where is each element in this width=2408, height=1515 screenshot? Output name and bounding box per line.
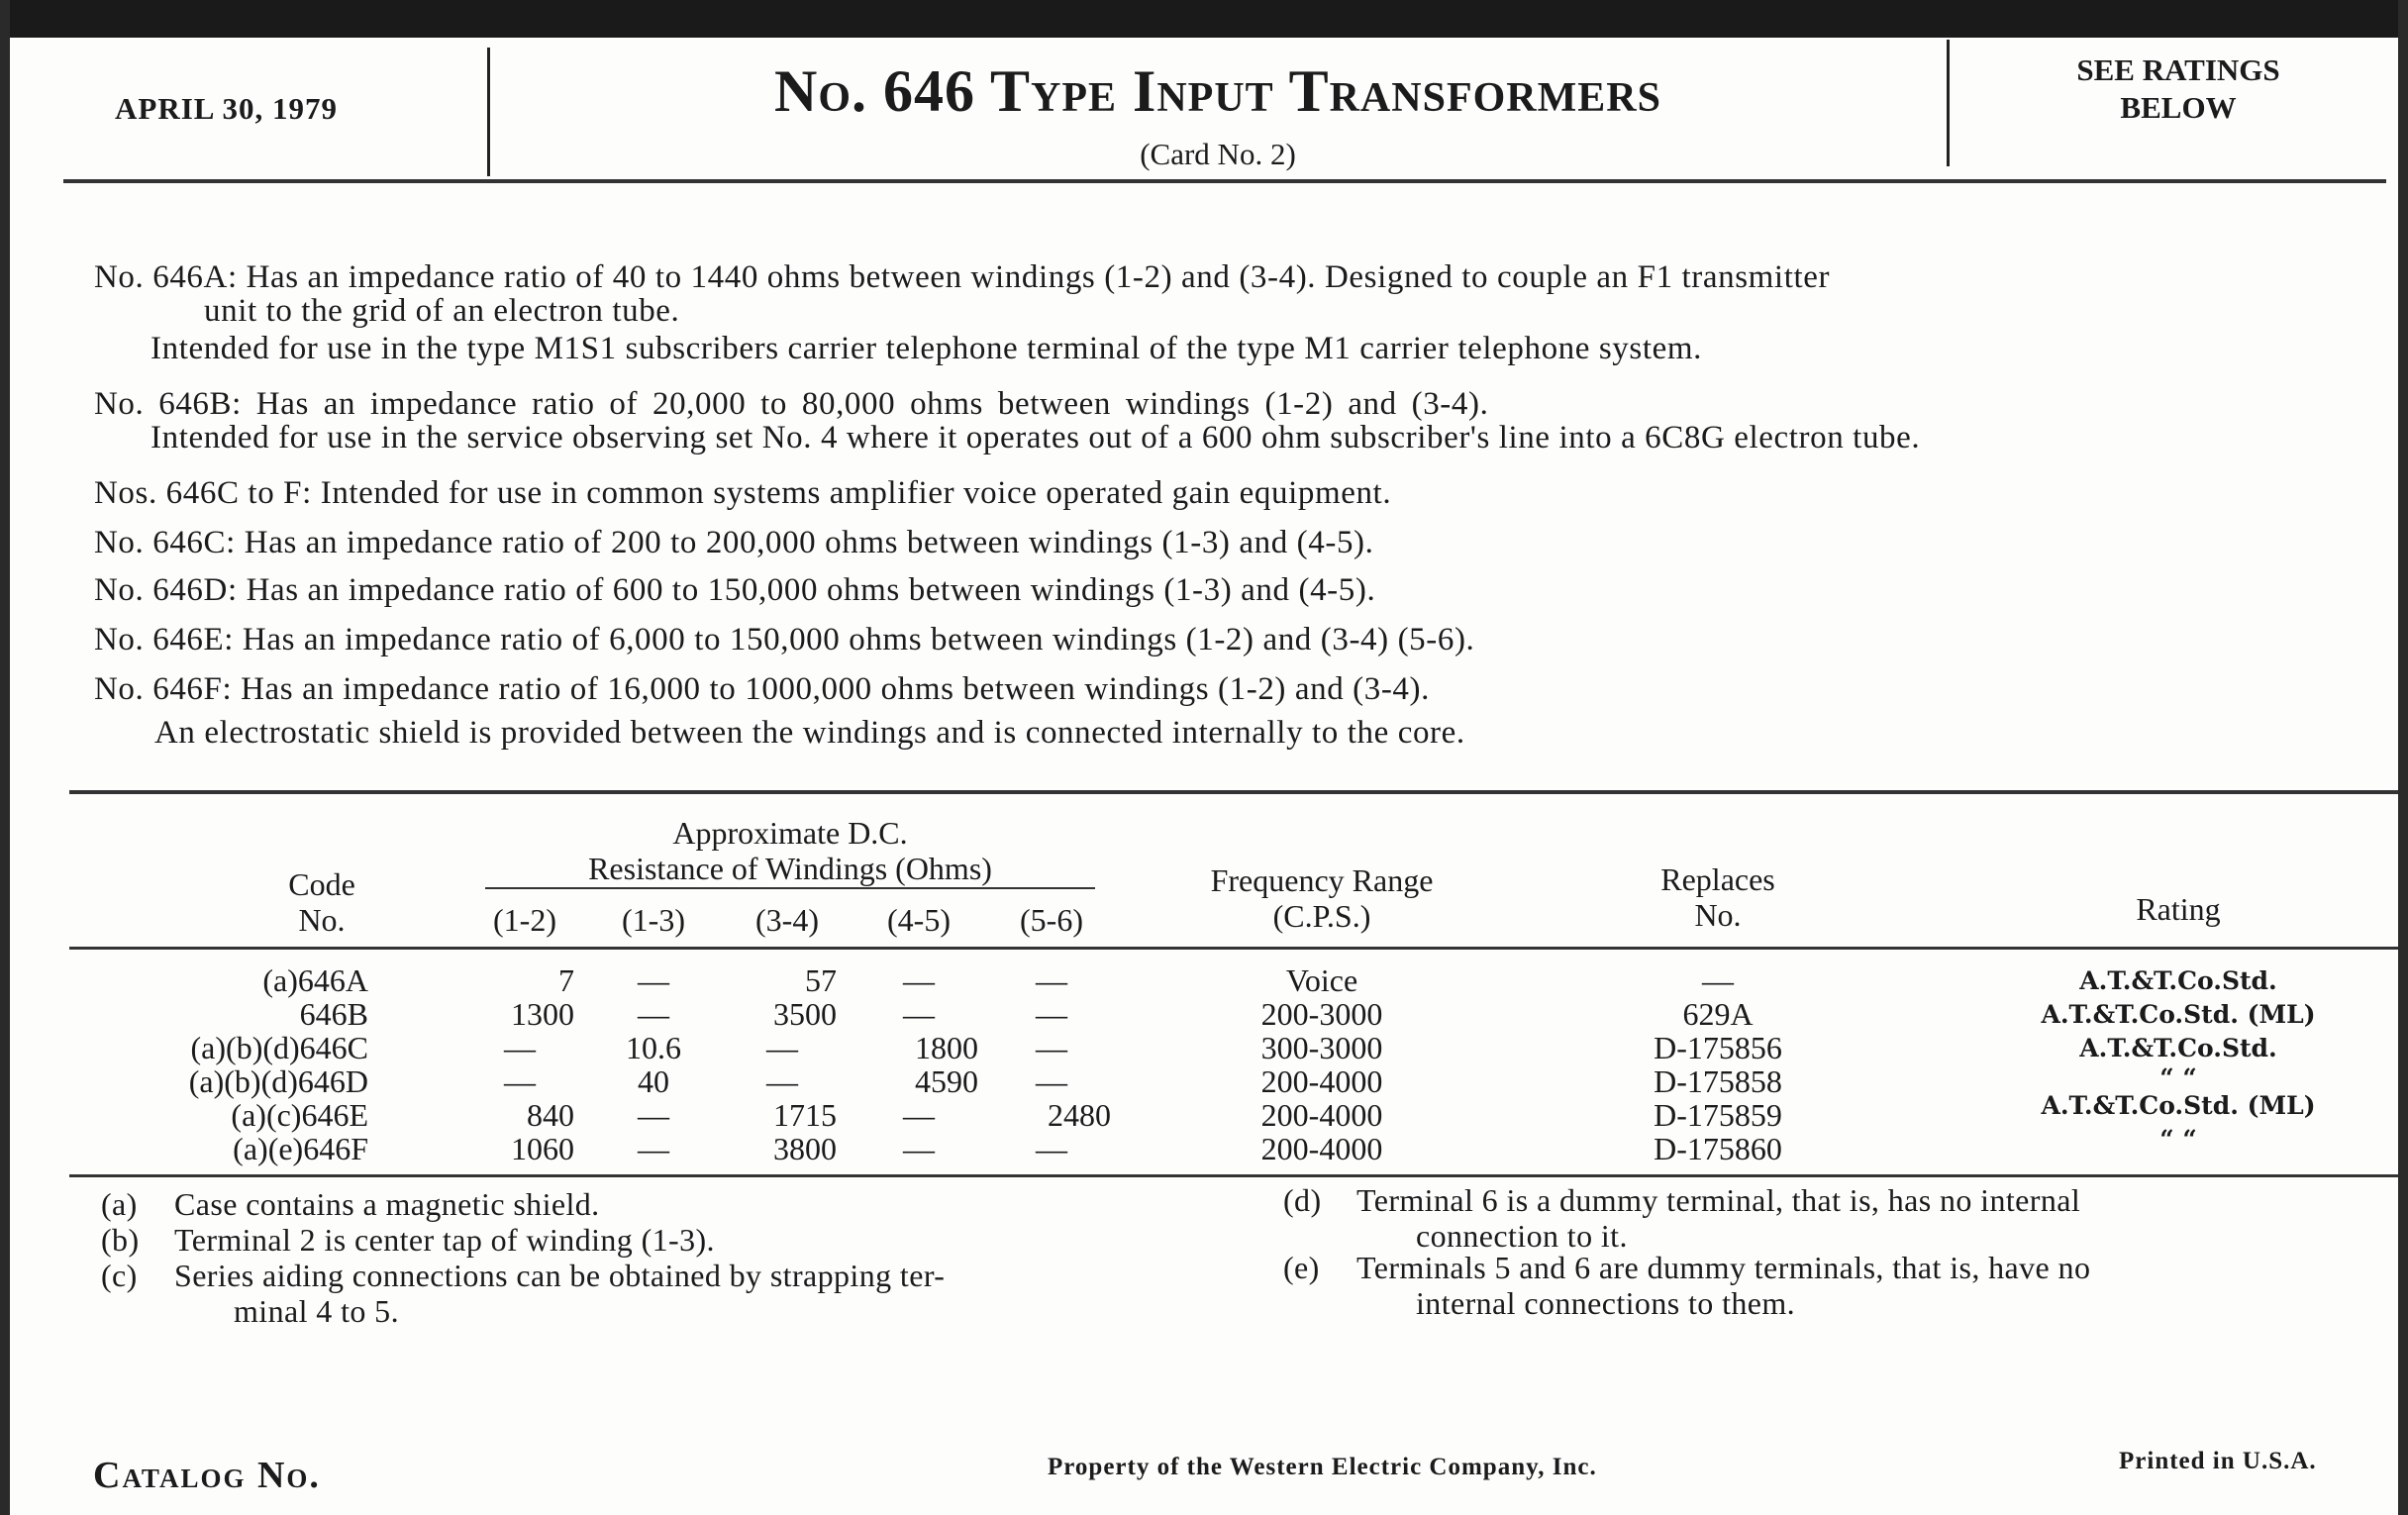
scan-border-top [0,0,2408,38]
table-bottom-rule [69,1174,2398,1177]
resistance-cell: — [638,1131,669,1166]
resistance-cell: — [903,1131,935,1166]
footnote-mark: (d) [1283,1182,1322,1218]
header-text: Resistance of Windings (Ohms) [588,851,992,886]
resistance-cell: — [504,1063,536,1099]
rating-cell: “ “ [2159,1063,2197,1092]
description-line: An electrostatic shield is provided between the windings and is connected internally to the core. [154,715,1465,751]
replaces-header [1599,861,1837,933]
resistance-cell: — [766,1063,798,1099]
resistance-cell: 2480 [1048,1097,1111,1133]
resistance-cell: — [766,1030,798,1065]
footnote-text: Terminal 6 is a dummy terminal, that is, has no internal [1356,1182,2081,1218]
resistance-cell: — [903,1097,935,1133]
card-date: APRIL 30, 1979 [115,91,338,126]
frequency-header [1163,862,1480,934]
resistance-cell: 1715 [773,1097,837,1133]
footnote-mark: (a) [101,1186,138,1222]
description-line: No. 646F: Has an impedance ratio of 16,000 to 1000,000 ohms between windings (1-2) and (3-4). [94,671,1430,707]
code-cell: (a)646A [262,962,368,998]
header-text: Frequency Range [1210,862,1434,898]
table-header-rule [69,947,2398,950]
footnote-mark: (e) [1283,1250,1320,1285]
resistance-cell: 3500 [773,996,837,1032]
frequency-cell: 200-4000 [1260,1131,1383,1166]
resistance-cell: — [638,962,669,998]
frequency-cell: 200-3000 [1260,996,1383,1032]
footnote-text: Series aiding connections can be obtained by strapping ter- [174,1258,946,1293]
winding-header: (5-6) [1020,902,1083,938]
resistance-cell: 840 [527,1097,574,1133]
footnote-mark: (c) [101,1258,138,1293]
replaces-cell: — [1702,962,1734,998]
ratings-note-line: BELOW [2120,90,2237,125]
rating-cell: A.T.&T.Co.Std. [2079,1034,2277,1062]
replaces-cell: D-175858 [1654,1063,1782,1099]
resistance-cell: — [903,996,935,1032]
resistance-cell: — [1036,996,1067,1032]
page-title: No. 646 Type Input Transformers [774,58,1661,124]
description-line: Intended for use in the type M1S1 subscribers carrier telephone terminal of the type M1 carrier telephone system. [150,331,1702,366]
header-text: No. [1694,897,1742,933]
code-header [238,866,406,938]
rating-header: Rating [2136,891,2221,927]
description-line: No. 646E: Has an impedance ratio of 6,000 to 150,000 ohms between windings (1-2) and (3-4) (5-6). [94,622,1475,657]
header-text: Replaces [1660,861,1775,897]
resistance-header [485,815,1095,886]
resistance-cell: — [638,1097,669,1133]
description-line: No. 646A: Has an impedance ratio of 40 to 1440 ohms between windings (1-2) and (3-4). Designed to couple an F1 transmitter [94,259,1831,295]
description-line: Intended for use in the service observing set No. 4 where it operates out of a 600 ohm subscriber's line into a 6C8G electron tube. [150,420,1921,455]
description-line: unit to the grid of an electron tube. [204,293,680,329]
table-top-rule [69,790,2398,794]
header-text: (C.P.S.) [1272,898,1371,934]
resistance-cell: 1300 [511,996,574,1032]
header-rule [63,179,2386,183]
footnote-text: minal 4 to 5. [234,1293,399,1329]
replaces-cell: D-175859 [1654,1097,1782,1133]
frequency-cell: Voice [1285,962,1358,998]
footnote-text: Terminal 2 is center tap of winding (1-3). [174,1222,715,1258]
resistance-cell: — [504,1030,536,1065]
footnote-text: internal connections to them. [1416,1285,1796,1321]
code-cell: 646B [299,996,368,1032]
rating-cell: A.T.&T.Co.Std. [2079,966,2277,995]
ratings-note [1951,51,2406,127]
resistance-cell: 10.6 [626,1030,681,1065]
winding-header: (3-4) [755,902,819,938]
rating-cell: A.T.&T.Co.Std. (ML) [2041,1091,2316,1120]
property-notice: Property of the Western Electric Company, Inc. [1048,1454,1597,1480]
description-line: Nos. 646C to F: Intended for use in common systems amplifier voice operated gain equipment. [94,475,1392,511]
rating-cell: “ “ [2159,1125,2197,1154]
resistance-cell: — [1036,1063,1067,1099]
scan-border-left [0,0,10,1515]
code-cell: (a)(b)(d)646C [190,1030,368,1065]
description-line: No. 646B: Has an impedance ratio of 20,000 to 80,000 ohms between windings (1-2) and (3-4). [94,386,1489,422]
frequency-cell: 200-4000 [1260,1063,1383,1099]
frequency-cell: 300-3000 [1260,1030,1383,1065]
resistance-cell: — [1036,962,1067,998]
header-text: Approximate D.C. [672,815,908,851]
catalog-number-label: Catalog No. [93,1455,321,1496]
frequency-cell: 200-4000 [1260,1097,1383,1133]
code-cell: (a)(c)646E [231,1097,368,1133]
printed-notice: Printed in U.S.A. [2119,1448,2317,1474]
resistance-cell: 1800 [915,1030,978,1065]
resistance-cell: — [903,962,935,998]
replaces-cell: D-175860 [1654,1131,1782,1166]
resistance-cell: 3800 [773,1131,837,1166]
description-line: No. 646D: Has an impedance ratio of 600 to 150,000 ohms between windings (1-3) and (4-5). [94,572,1376,608]
winding-header: (1-3) [622,902,685,938]
resistance-cell: 4590 [915,1063,978,1099]
winding-header: (1-2) [493,902,556,938]
header-text: Code [288,866,355,902]
ratings-note-line: SEE RATINGS [2076,52,2280,87]
footnote-mark: (b) [101,1222,140,1258]
scan-border-right [2398,0,2408,1515]
description-line: No. 646C: Has an impedance ratio of 200 to 200,000 ohms between windings (1-3) and (4-5). [94,525,1374,560]
resistance-cell: 1060 [511,1131,574,1166]
resistance-cell: 7 [558,962,574,998]
resistance-cell: 40 [638,1063,669,1099]
footnote-text: Case contains a magnetic shield. [174,1186,600,1222]
resistance-cell: — [1036,1030,1067,1065]
winding-header: (4-5) [887,902,951,938]
resistance-cell: — [1036,1131,1067,1166]
footnote-text: connection to it. [1416,1218,1628,1254]
resistance-cell: 57 [805,962,837,998]
code-cell: (a)(e)646F [233,1131,368,1166]
footnote-text: Terminals 5 and 6 are dummy terminals, that is, have no [1356,1250,2091,1285]
resistance-cell: — [638,996,669,1032]
card-number: (Card No. 2) [1140,137,1296,171]
code-cell: (a)(b)(d)646D [188,1063,368,1099]
header-text: No. [298,902,346,938]
replaces-cell: D-175856 [1654,1030,1782,1065]
resistance-header-rule [485,887,1095,889]
replaces-cell: 629A [1682,996,1754,1032]
rating-cell: A.T.&T.Co.Std. (ML) [2041,1000,2316,1029]
header-divider [1947,40,1950,166]
